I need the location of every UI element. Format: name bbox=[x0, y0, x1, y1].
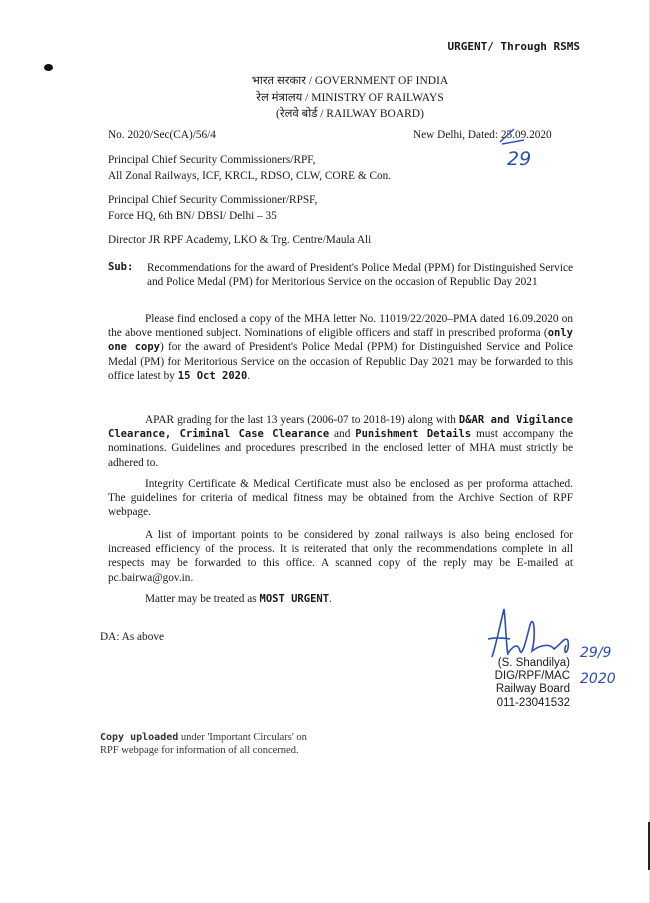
signature-date: 29/9 2020 bbox=[580, 645, 616, 687]
signatory-office: Railway Board bbox=[495, 683, 570, 696]
letterhead bbox=[150, 73, 550, 123]
paragraph-5 bbox=[145, 593, 332, 605]
text: and bbox=[329, 428, 356, 441]
date-correction: 29 bbox=[507, 148, 532, 170]
paragraph-2 bbox=[108, 413, 573, 470]
urgent-tag: URGENT/ Through RSMS bbox=[447, 40, 580, 53]
text: Matter may be treated as bbox=[145, 593, 260, 605]
letterhead-board: (रेलवे बोर्ड / RAILWAY BOARD) bbox=[276, 108, 424, 120]
date-strike-mark bbox=[498, 126, 528, 146]
signatory-block bbox=[495, 657, 570, 710]
letter-date bbox=[413, 129, 552, 141]
reference-number: No. 2020/Sec(CA)/56/4 bbox=[108, 129, 216, 141]
signatory-phone: 011-23041532 bbox=[496, 696, 570, 709]
addressee-2 bbox=[108, 193, 573, 224]
enclosure-note: DA: As above bbox=[100, 631, 165, 643]
text: ) for the award of President's Police Medal (PPM) for Distinguished Service and Police Medal (PM) for Meritorious Service on the occasion of Republic Day 2021 may be forwarded to this office latest by bbox=[108, 341, 573, 382]
addressee-line: Principal Chief Security Commissioners/RPF, bbox=[108, 154, 316, 166]
paragraph-1 bbox=[108, 312, 573, 383]
footer-line-2: RPF webpage for information of all concerned. bbox=[100, 745, 299, 756]
handwritten-signature bbox=[470, 605, 580, 665]
addressee-1 bbox=[108, 153, 573, 184]
text: Please find enclosed a copy of the MHA letter No. 11019/22/2020–PMA dated 16.09.2020 on the above mentioned subject. Nominations of eligible officers and staff in prescribed proforma ( bbox=[108, 313, 573, 340]
paragraph-3: Integrity Certificate & Medical Certificate must also be enclosed as per proforma attached. The guidelines for criteria of medical fitness may be obtained from the Archive Section of RPF webpage. bbox=[108, 478, 573, 519]
date-day-struck: 25 bbox=[500, 129, 513, 141]
signatory-name: (S. Shandilya) bbox=[497, 657, 570, 669]
subject-text: Recommendations for the award of President's Police Medal (PPM) for Distinguished Service and Police Medal (PM) for Meritorious Service on the occasion of Republic Day 2021 bbox=[147, 262, 573, 289]
bold-text: only one copy bbox=[108, 327, 573, 354]
addressee-line: Principal Chief Security Commissioner/RPSF, bbox=[108, 194, 318, 206]
deadline: 15 Oct 2020 bbox=[177, 369, 248, 382]
text: . bbox=[329, 593, 332, 605]
punch-hole-mark bbox=[44, 64, 53, 71]
letterhead-ministry: रेल मंत्रालय / MINISTRY OF RAILWAYS bbox=[256, 91, 444, 104]
addressee-line: All Zonal Railways, ICF, KRCL, RDSO, CLW, CORE & Con. bbox=[108, 169, 392, 182]
date-prefix: New Delhi, Dated: bbox=[413, 129, 501, 141]
footer-line-1 bbox=[100, 731, 307, 744]
bold-text: MOST URGENT bbox=[259, 593, 330, 605]
addressee-line: Force HQ, 6th BN/ DBSI/ Delhi – 35 bbox=[108, 209, 277, 222]
date-rest: .09.2020 bbox=[512, 129, 552, 141]
footer-text: under 'Important Circulars' on bbox=[178, 732, 307, 743]
subject bbox=[108, 261, 573, 289]
text: must accompany the nominations. Guidelines and procedures prescribed in the enclosed letter of MHA must strictly be adhered to. bbox=[108, 428, 573, 469]
footer-bold: Copy uploaded bbox=[100, 732, 179, 743]
signatory-designation: DIG/RPF/MAC bbox=[494, 670, 570, 683]
bold-text: D&AR and Vigilance Clearance, Criminal Case Clearance bbox=[108, 414, 573, 441]
subject-label: Sub: bbox=[108, 261, 134, 273]
footer-note bbox=[100, 731, 307, 757]
paragraph-4: A list of important points to be considered by zonal railways is also being enclosed for increased efficiency of the process. It is reiterated that only the recommendations complete in all respects may be forwarded to this office. A scanned copy of the reply may be E-mailed at pc.bairwa@gov.in. bbox=[108, 529, 573, 584]
text: APAR grading for the last 13 years (2006-07 to 2018-19) along with bbox=[145, 414, 459, 426]
bold-text: Punishment Details bbox=[355, 428, 472, 441]
addressee-3: Director JR RPF Academy, LKO & Trg. Centre/Maula Ali bbox=[108, 234, 372, 246]
letterhead-government: भारत सरकार / GOVERNMENT OF INDIA bbox=[251, 75, 449, 87]
text: . bbox=[247, 369, 251, 382]
